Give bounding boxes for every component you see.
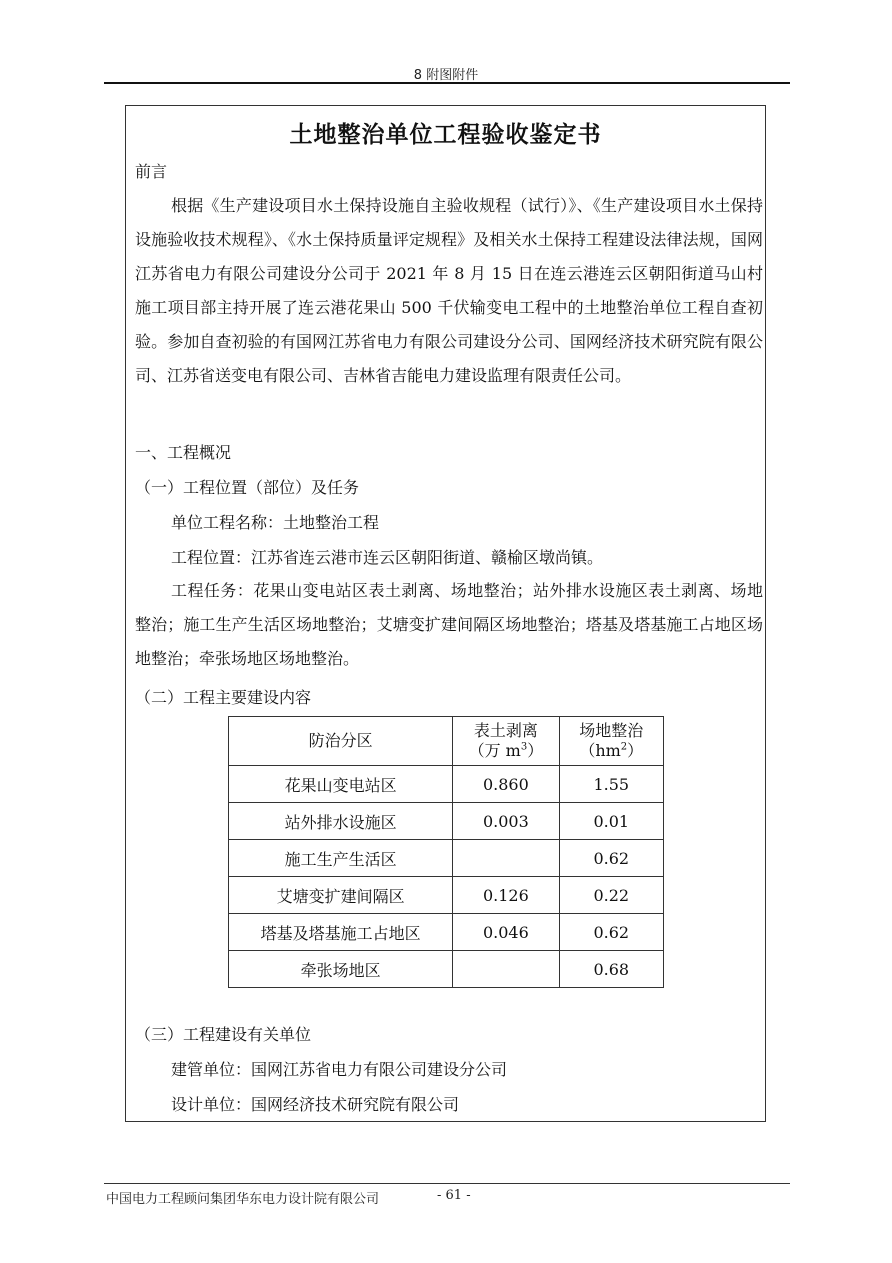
cell-zone: 牵张场地区 xyxy=(229,951,453,988)
tasks-line: 场地整治；施工生产生活区场地整治；艾塘变扩建间隔区场地整治；塔基及塔基 xyxy=(135,581,763,634)
page-number: - 61 - xyxy=(437,1188,471,1203)
cell-zone: 花果山变电站区 xyxy=(229,766,453,803)
cell-site: 0.62 xyxy=(559,914,664,951)
subsection-heading-location: （一）工程位置（部位）及任务 xyxy=(135,478,360,497)
column-header-zone: 防治分区 xyxy=(229,717,453,766)
construction-content-table xyxy=(228,716,664,988)
project-tasks xyxy=(135,574,763,676)
cell-topsoil: 0.126 xyxy=(453,877,559,914)
cell-site: 1.55 xyxy=(559,766,664,803)
cell-site: 0.01 xyxy=(559,803,664,840)
preface-line: 程建设法律法规，国网江苏省电力有限公司建设分公司于 2021 年 8 月 15 日在连 xyxy=(135,230,763,283)
cell-zone: 站外排水设施区 xyxy=(229,803,453,840)
cell-zone: 塔基及塔基施工占地区 xyxy=(229,914,453,951)
design-unit: 设计单位：国网经济技术研究院有限公司 xyxy=(171,1095,460,1114)
table-header-row xyxy=(229,717,664,766)
column-header-site-leveling: 场地整治 $(hm^2)$ xyxy=(559,717,664,766)
section-heading-overview: 一、工程概况 xyxy=(135,443,232,462)
footer-company: 中国电力工程顾问集团华东电力设计院有限公司 xyxy=(106,1192,380,1207)
footer-divider xyxy=(104,1183,790,1184)
cell-site: 0.62 xyxy=(559,840,664,877)
preface-line: 根据《生产建设项目水土保持设施自主验收规程（试行）》、《生产建设项 xyxy=(171,196,683,215)
table-row xyxy=(229,803,664,840)
page-header: 8 附图附件 xyxy=(413,68,479,83)
project-location: 工程位置：江苏省连云港市连云区朝阳街道、赣榆区墩尚镇。 xyxy=(171,548,604,567)
preface-heading: 前言 xyxy=(135,162,168,181)
construction-management-unit: 建管单位：国网江苏省电力有限公司建设分公司 xyxy=(171,1060,508,1079)
unit-project-name: 单位工程名称：土地整治工程 xyxy=(171,513,380,532)
cell-site: 0.68 xyxy=(559,951,664,988)
cell-topsoil xyxy=(453,951,559,988)
tasks-line: 工程任务：花果山变电站区表土剥离、场地整治；站外排水设施区表土剥离、 xyxy=(171,581,731,600)
preface-line: 工程中的土地整治单位工程自查初验。参加自查初验的有国网江苏省电力有限公 xyxy=(135,298,763,351)
table-row xyxy=(229,766,664,803)
cell-topsoil xyxy=(453,840,559,877)
table-row xyxy=(229,914,664,951)
preface-line: 司建设分公司、国网经济技术研究院有限公司、江苏省送变电有限公司、吉林省 xyxy=(135,332,763,385)
tasks-line: 施工占地区场地整治；牵张场地区场地整治。 xyxy=(135,615,763,668)
table-row xyxy=(229,951,664,988)
subsection-heading-units: （三）工程建设有关单位 xyxy=(135,1025,312,1044)
preface-paragraph xyxy=(135,189,763,393)
cell-zone: 施工生产生活区 xyxy=(229,840,453,877)
cell-topsoil: 0.046 xyxy=(453,914,559,951)
cell-site: 0.22 xyxy=(559,877,664,914)
table-row xyxy=(229,840,664,877)
column-header-topsoil: 表土剥离 （万 $m^3$） xyxy=(453,717,559,766)
preface-line: 云港连云区朝阳街道马山村施工项目部主持开展了连云港花果山 500 千伏输变电 xyxy=(135,264,763,317)
preface-line: 吉能电力建设监理有限责任公司。 xyxy=(391,366,632,385)
cell-topsoil: 0.003 xyxy=(453,803,559,840)
header-divider xyxy=(104,82,790,84)
cell-zone: 艾塘变扩建间隔区 xyxy=(229,877,453,914)
table-row xyxy=(229,877,664,914)
document-title: 土地整治单位工程验收鉴定书 xyxy=(289,121,602,148)
preface-line: 目水土保持设施验收技术规程》、《水土保持质量评定规程》及相关水土保持工 xyxy=(135,196,763,249)
subsection-heading-content: （二）工程主要建设内容 xyxy=(135,688,312,707)
cell-topsoil: 0.860 xyxy=(453,766,559,803)
